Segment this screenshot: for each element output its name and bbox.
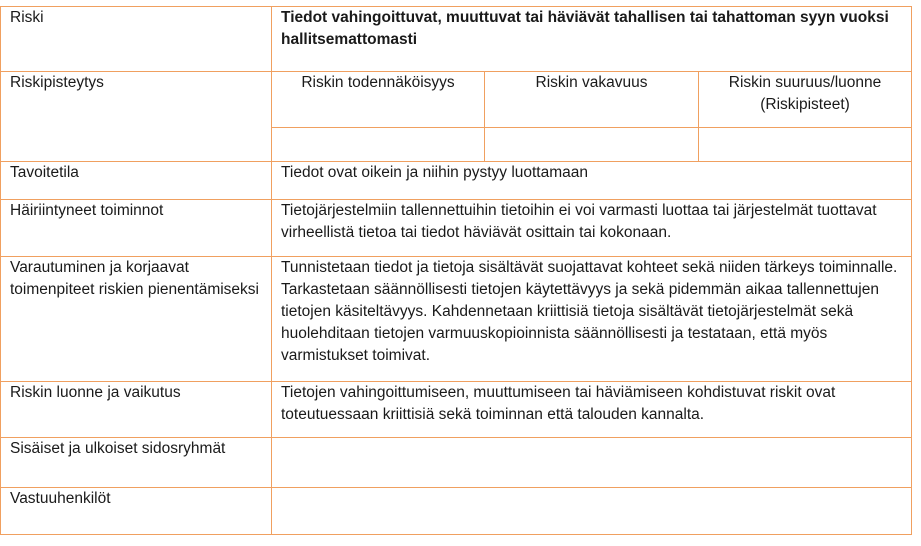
risk-table — [0, 6, 912, 535]
row-responsible — [1, 488, 912, 535]
value-target: Tiedot ovat oikein ja niihin pystyy luottamaan — [272, 162, 912, 200]
value-probability — [272, 128, 485, 162]
value-severity — [485, 128, 699, 162]
value-risk: Tiedot vahingoittuvat, muuttuvat tai häviävät tahallisen tai tahattoman syyn vuoksi hallitsemattomasti — [272, 7, 912, 72]
label-nature: Riskin luonne ja vaikutus — [1, 382, 272, 438]
value-magnitude — [699, 128, 912, 162]
label-stakeholders: Sisäiset ja ulkoiset sidosryhmät — [1, 438, 272, 488]
label-disrupted: Häiriintyneet toiminnot — [1, 200, 272, 257]
row-disrupted — [1, 200, 912, 257]
value-nature: Tietojen vahingoittumiseen, muuttumiseen tai häviämiseen kohdistuvat riskit ovat toteutuessaan kriittisiä sekä toiminnan että talouden kannalta. — [272, 382, 912, 438]
header-probability: Riskin todennäköisyys — [272, 72, 485, 128]
value-disrupted: Tietojärjestelmiin tallennettuihin tietoihin ei voi varmasti luottaa tai järjestelmät tuottavat virheellistä tietoa tai tiedot häviävät osittain tai kokonaan. — [272, 200, 912, 257]
header-magnitude: Riskin suuruus/luonne (Riskipisteet) — [699, 72, 912, 128]
header-severity: Riskin vakavuus — [485, 72, 699, 128]
row-target — [1, 162, 912, 200]
label-scoring: Riskipisteytys — [1, 72, 272, 162]
value-responsible — [272, 488, 912, 535]
row-nature — [1, 382, 912, 438]
row-risk — [1, 7, 912, 72]
label-responsible: Vastuuhenkilöt — [1, 488, 272, 535]
row-stakeholders — [1, 438, 912, 488]
row-scoring-headers — [1, 72, 912, 128]
label-measures: Varautuminen ja korjaavat toimenpiteet riskien pienentämiseksi — [1, 257, 272, 382]
row-measures — [1, 257, 912, 382]
label-target: Tavoitetila — [1, 162, 272, 200]
label-risk: Riski — [1, 7, 272, 72]
value-stakeholders — [272, 438, 912, 488]
value-measures: Tunnistetaan tiedot ja tietoja sisältävät suojattavat kohteet sekä niiden tärkeys toiminnalle. Tarkastetaan säännöllisesti tietojen käytettävyys ja sekä pidemmän aikaa tallennettujen tietojen käsiteltävyys. Kahdennetaan kriittisiä tietoja sisältävät tietojärjestelmät sekä huolehditaan tietojen varmuuskopioinnista säännöllisesti ja testataan, että myös varmistukset toimivat. — [272, 257, 912, 382]
